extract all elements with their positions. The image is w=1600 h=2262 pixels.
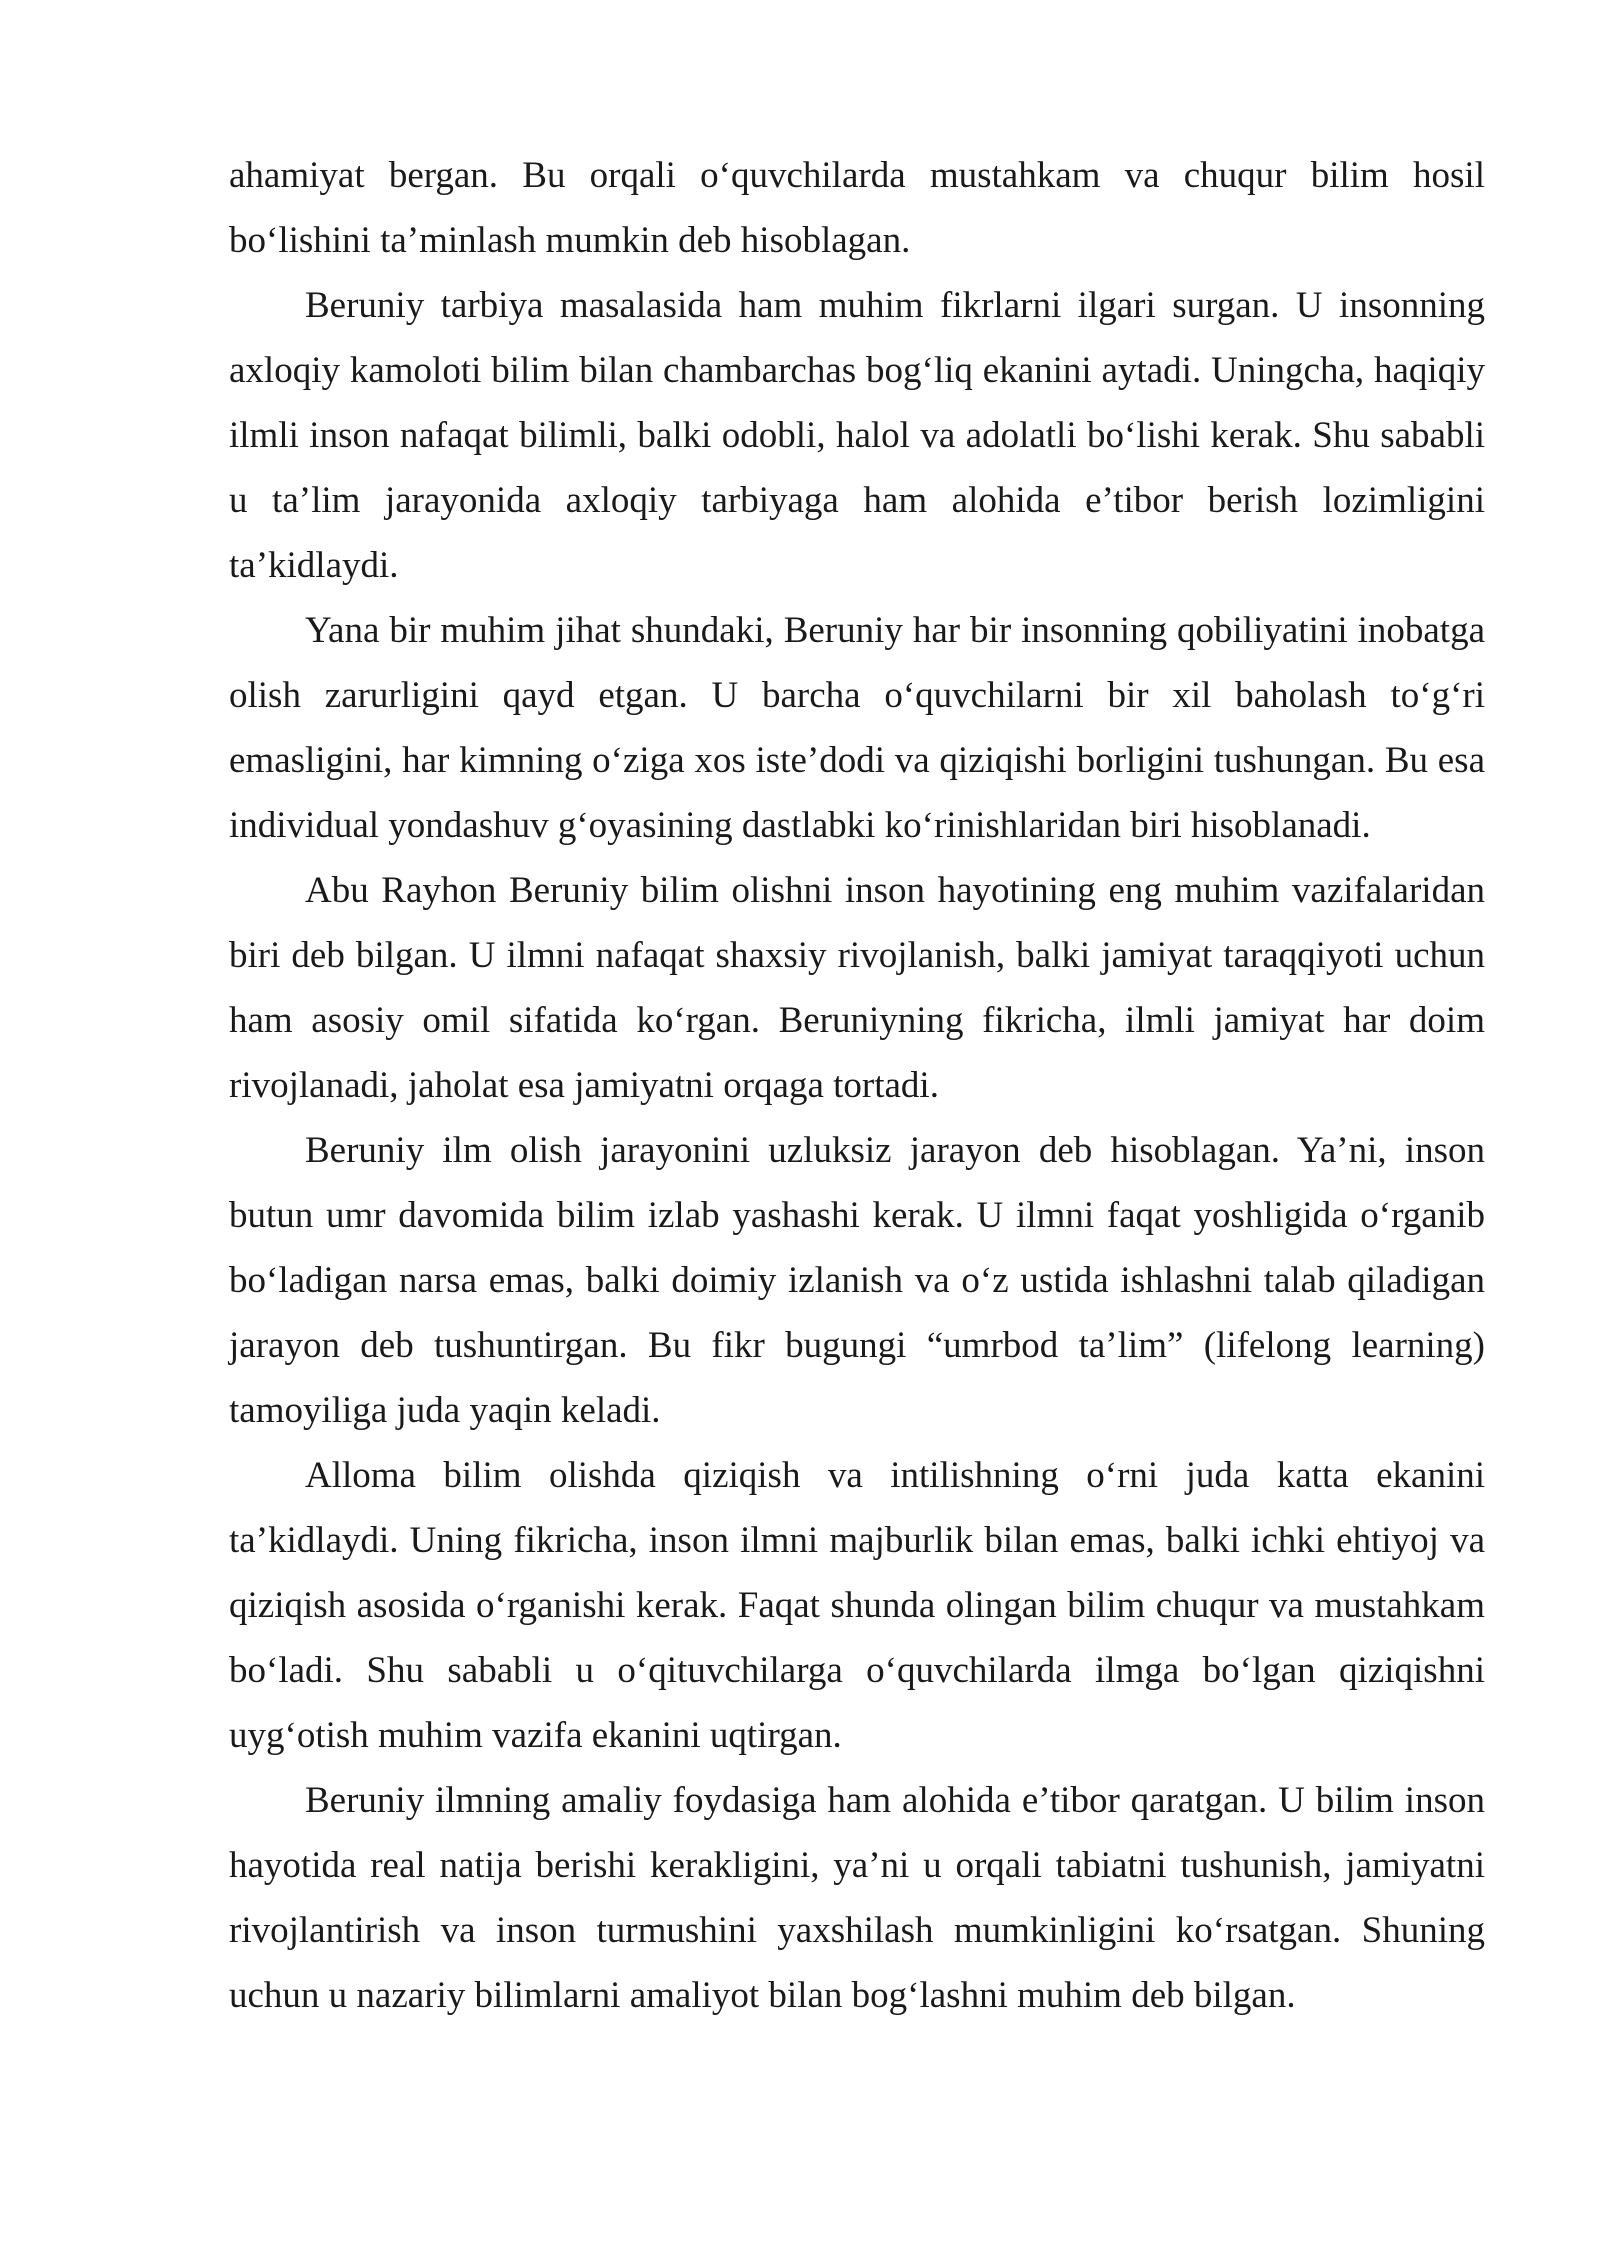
paragraph-continuation: ahamiyat bergan. Bu orqali o‘quvchilarda mustahkam va chuqur bilim hosil bo‘lishini ta’minlash mumkin deb hisoblagan. <box>229 155 1485 261</box>
paragraph-amaliy-foyda: Beruniy ilmning amaliy foydasiga ham alohida e’tibor qaratgan. U bilim inson hayotida real natija berishi kerakligini, ya’ni u orqali tabiatni tushunish, jamiyatni rivojlantirish va inson turmushini yaxshilash mumkinligini ko‘rsatgan. Shuning uchun u nazariy bilimlarni amaliyot bilan bog‘lashni muhim deb bilgan. <box>229 1780 1485 2016</box>
paragraph-bilim-olish: Abu Rayhon Beruniy bilim olishni inson hayotining eng muhim vazifalaridan biri deb bilgan. U ilmni nafaqat shaxsiy rivojlanish, balki jamiyat taraqqiyoti uchun ham asosiy omil sifatida ko‘rgan. Beruniyning fikricha, ilmli jamiyat har doim rivojlanadi, jaholat esa jamiyatni orqaga tortadi. <box>229 870 1485 1106</box>
document-body <box>229 143 1485 2028</box>
paragraph-qobiliyat: Yana bir muhim jihat shundaki, Beruniy har bir insonning qobiliyatini inobatga olish zarurligini qayd etgan. U barcha o‘quvchilarni bir xil baholash to‘g‘ri emasligini, har kimning o‘ziga xos iste’dodi va qiziqishi borligini tushungan. Bu esa individual yondashuv g‘oyasining dastlabki ko‘rinishlaridan biri hisoblanadi. <box>229 610 1485 846</box>
paragraph-uzluksiz-talim: Beruniy ilm olish jarayonini uzluksiz jarayon deb hisoblagan. Ya’ni, inson butun umr davomida bilim izlab yashashi kerak. U ilmni faqat yoshligida o‘rganib bo‘ladigan narsa emas, balki doimiy izlanish va o‘z ustida ishlashni talab qiladigan jarayon deb tushuntirgan. Bu fikr bugungi “umrbod ta’lim” (lifelong learning) tamoyiliga juda yaqin keladi. <box>229 1130 1485 1431</box>
paragraph-qiziqish: Alloma bilim olishda qiziqish va intilishning o‘rni juda katta ekanini ta’kidlaydi. Uning fikricha, inson ilmni majburlik bilan emas, balki ichki ehtiyoj va qiziqish asosida o‘rganishi kerak. Faqat shunda olingan bilim chuqur va mustahkam bo‘ladi. Shu sababli u o‘qituvchilarga o‘quvchilarda ilmga bo‘lgan qiziqishni uyg‘otish muhim vazifa ekanini uqtirgan. <box>229 1455 1485 1756</box>
paragraph-tarbiya: Beruniy tarbiya masalasida ham muhim fikrlarni ilgari surgan. U insonning axloqiy kamoloti bilim bilan chambarchas bog‘liq ekanini aytadi. Uningcha, haqiqiy ilmli inson nafaqat bilimli, balki odobli, halol va adolatli bo‘lishi kerak. Shu sababli u ta’lim jarayonida axloqiy tarbiyaga ham alohida e’tibor berish lozimligini ta’kidlaydi. <box>229 285 1485 586</box>
